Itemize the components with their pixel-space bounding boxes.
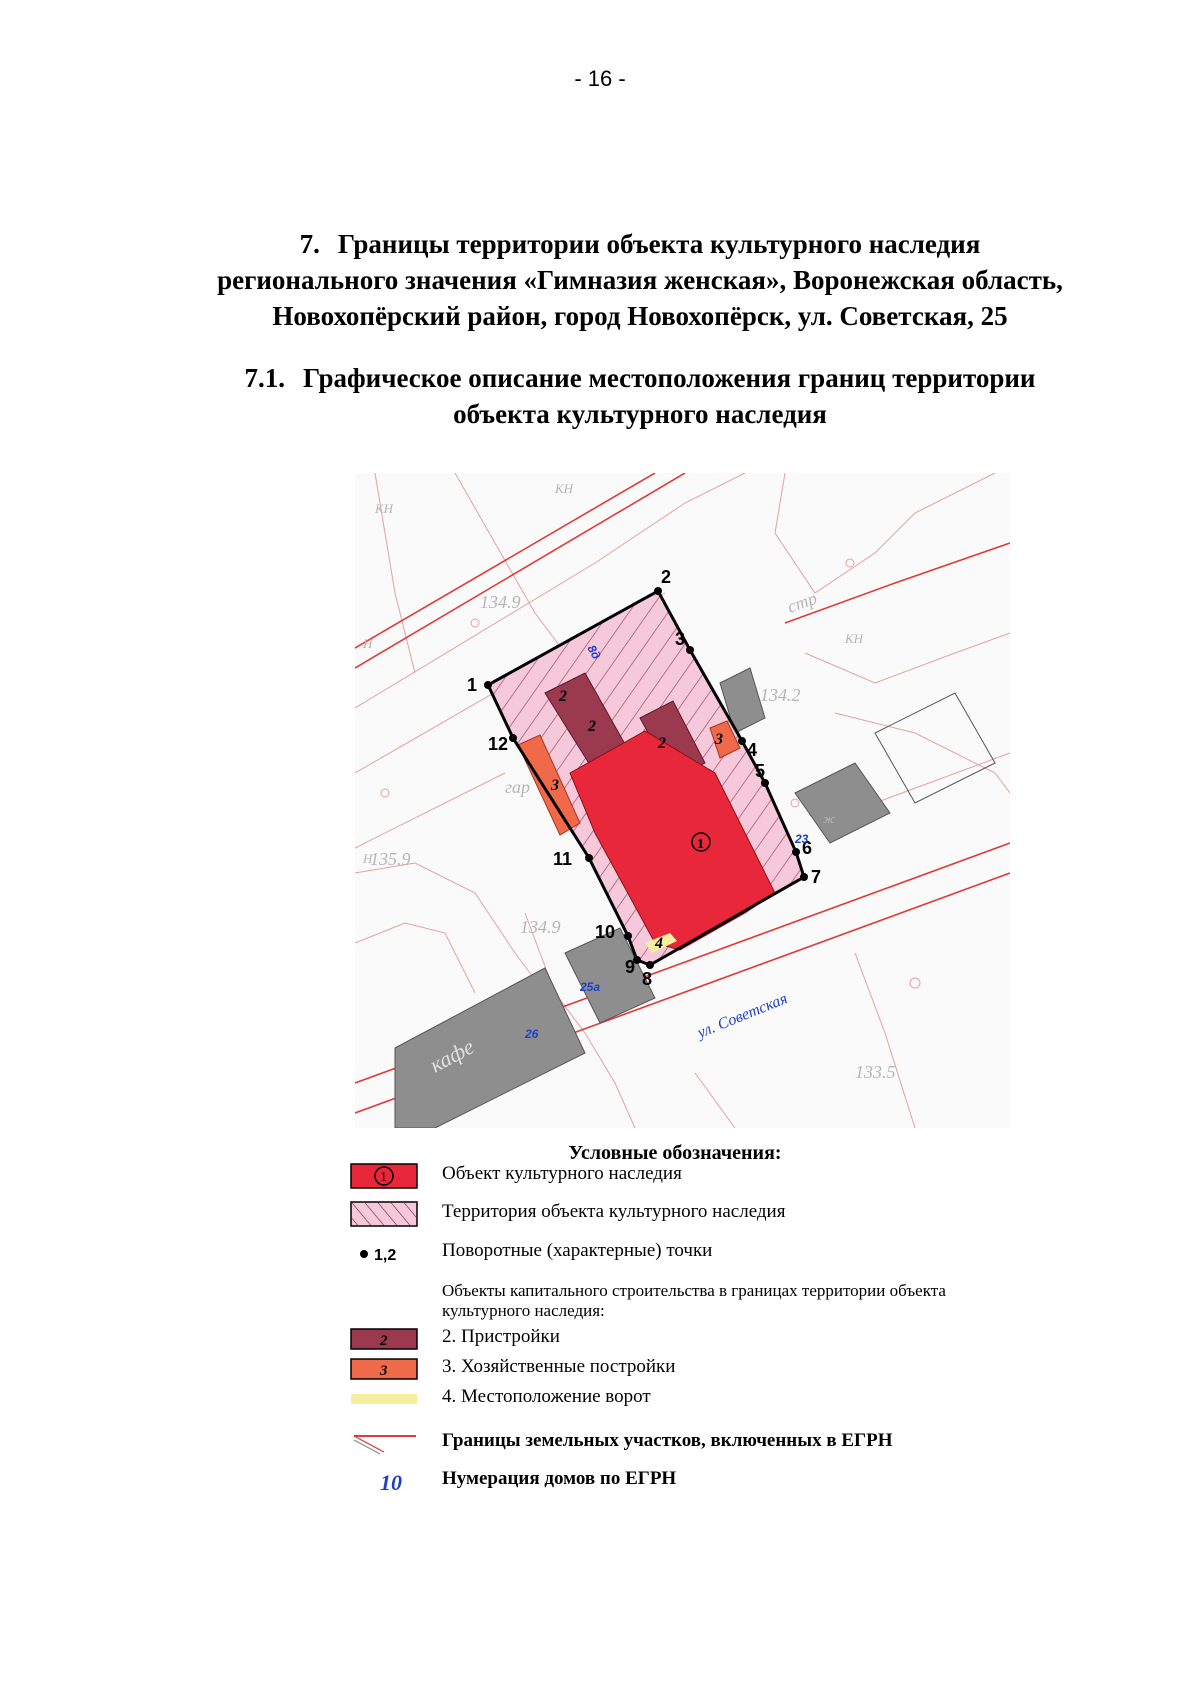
legend-heritage-symbol xyxy=(350,1163,418,1189)
svg-text:1,2: 1,2 xyxy=(374,1247,397,1264)
heritage-label: 1 xyxy=(697,837,704,852)
subsection-title-line-1: 7.1. Графическое описание местоположения границ территории xyxy=(244,363,1036,393)
section-title-line-2: регионального значения «Гимназия женская», Воронежская область, xyxy=(217,265,1063,295)
point-label-3: 3 xyxy=(675,629,686,649)
subsection-title-line-2: объекта культурного наследия xyxy=(453,399,827,429)
legend-house-numbers-symbol xyxy=(350,1468,418,1494)
map-label-kn-3: КН xyxy=(845,631,864,646)
legend-row-heritage xyxy=(350,1161,1030,1191)
point-label-1: 1 xyxy=(467,675,478,695)
point-label-6: 6 xyxy=(802,838,813,858)
legend-row-outbuilding xyxy=(350,1354,1030,1384)
house-number-23: 23 xyxy=(795,832,809,846)
street-label: ул. Советская xyxy=(695,990,791,1042)
turning-point-2 xyxy=(654,587,662,595)
legend-outbuilding-text: 3. Хозяйственные постройки xyxy=(442,1356,676,1377)
legend-egrn-boundaries-symbol xyxy=(350,1430,418,1456)
turning-point-12 xyxy=(509,734,517,742)
map-label-garage: гар xyxy=(505,777,531,797)
house-number-25a: 25а xyxy=(580,980,601,994)
turning-point-6 xyxy=(792,848,800,856)
point-label-4: 4 xyxy=(747,740,758,760)
legend-egrn-boundaries-text: Границы земельных участков, включенных в ЕГРН xyxy=(442,1430,893,1451)
neighbor-building-east xyxy=(875,693,995,803)
turning-point-7 xyxy=(800,873,808,881)
turning-point-1 xyxy=(484,681,492,689)
map-label-elevation-2: 134.2 xyxy=(760,685,801,705)
section-title-line-1: 7. Границы территории объекта культурного наследия xyxy=(299,229,981,259)
legend-capital-note: Объекты капитального строительства в границах территории объекта культурного наследия: xyxy=(442,1281,946,1320)
site-map xyxy=(355,473,1010,1128)
turning-point-3 xyxy=(686,646,694,654)
legend-row-gate xyxy=(350,1384,1030,1414)
legend-gate-symbol xyxy=(350,1386,418,1412)
section-number: 7. xyxy=(299,229,320,259)
legend-points-text: Поворотные (характерные) точки xyxy=(442,1240,713,1261)
legend-gate-text: 4. Местоположение ворот xyxy=(442,1386,651,1407)
point-label-11: 11 xyxy=(553,849,573,869)
legend-territory-symbol xyxy=(350,1201,418,1227)
map-label-n-1: Н xyxy=(363,636,373,651)
legend-outbuilding-symbol xyxy=(350,1356,418,1382)
extension-label-2: 2 xyxy=(588,718,596,735)
site-map-drawing xyxy=(355,473,1010,1128)
section-title-line-3: Новохопёрский район, город Новохопёрск, ул. Советская, 25 xyxy=(272,301,1008,331)
subsection-title xyxy=(150,360,1130,432)
legend-row-egrn-boundaries xyxy=(350,1428,1030,1458)
map-label-zh: ж xyxy=(823,811,836,826)
legend-row-points xyxy=(350,1238,1030,1268)
outbuilding-label-2: 3 xyxy=(715,731,723,748)
neighbor-building-23 xyxy=(795,763,890,843)
gate-label: 4 xyxy=(655,935,663,952)
legend-row-extension xyxy=(350,1324,1030,1354)
extension-label-1: 2 xyxy=(559,688,567,705)
extension-label-3: 2 xyxy=(658,735,666,752)
map-label-n-2: Н xyxy=(363,851,373,866)
point-label-10: 10 xyxy=(595,922,616,942)
point-label-7: 7 xyxy=(811,867,822,887)
svg-text:1: 1 xyxy=(380,1170,387,1185)
turning-point-8 xyxy=(646,961,654,969)
map-label-construction: стр xyxy=(784,587,820,617)
legend-territory-text: Территория объекта культурного наследия xyxy=(442,1201,786,1222)
legend-row-house-numbers xyxy=(350,1466,1030,1496)
legend-extension-symbol xyxy=(350,1326,418,1352)
neighbor-building-cafe xyxy=(395,968,585,1128)
legend-house-numbers-text: Нумерация домов по ЕГРН xyxy=(442,1468,677,1489)
legend-points-symbol xyxy=(350,1240,418,1266)
point-label-12: 12 xyxy=(488,734,509,754)
map-label-kn-2: КН xyxy=(555,481,574,496)
map-label-kn-1: КН xyxy=(375,501,394,516)
legend-row-territory xyxy=(350,1199,1030,1229)
turning-point-11 xyxy=(585,854,593,862)
map-label-elevation-1: 134.9 xyxy=(480,592,521,612)
point-label-5: 5 xyxy=(755,761,766,781)
svg-text:3: 3 xyxy=(380,1363,388,1379)
point-label-2: 2 xyxy=(661,567,672,587)
map-label-elevation-4: 133.5 xyxy=(855,1062,896,1082)
turning-point-4 xyxy=(738,737,746,745)
legend-extension-text: 2. Пристройки xyxy=(442,1326,560,1347)
svg-text:10: 10 xyxy=(380,1470,402,1494)
section-title xyxy=(150,226,1130,334)
page-number: - 16 - xyxy=(574,66,626,91)
subsection-number: 7.1. xyxy=(244,363,285,393)
legend-title: Условные обозначения: xyxy=(568,1142,782,1164)
house-number-26: 26 xyxy=(525,1027,539,1041)
turning-point-10 xyxy=(624,932,632,940)
point-label-9: 9 xyxy=(625,957,636,977)
map-label-cafe: кафе xyxy=(425,1033,479,1078)
house-number-8d: 8д xyxy=(584,642,604,662)
outbuilding-label-1: 3 xyxy=(551,777,559,794)
svg-text:2: 2 xyxy=(380,1333,388,1349)
legend-heritage-text: Объект культурного наследия xyxy=(442,1163,682,1184)
point-label-8: 8 xyxy=(642,969,653,989)
map-label-elevation-3: 135.9 xyxy=(370,849,411,869)
map-label-elevation-5: 134.9 xyxy=(520,917,561,937)
